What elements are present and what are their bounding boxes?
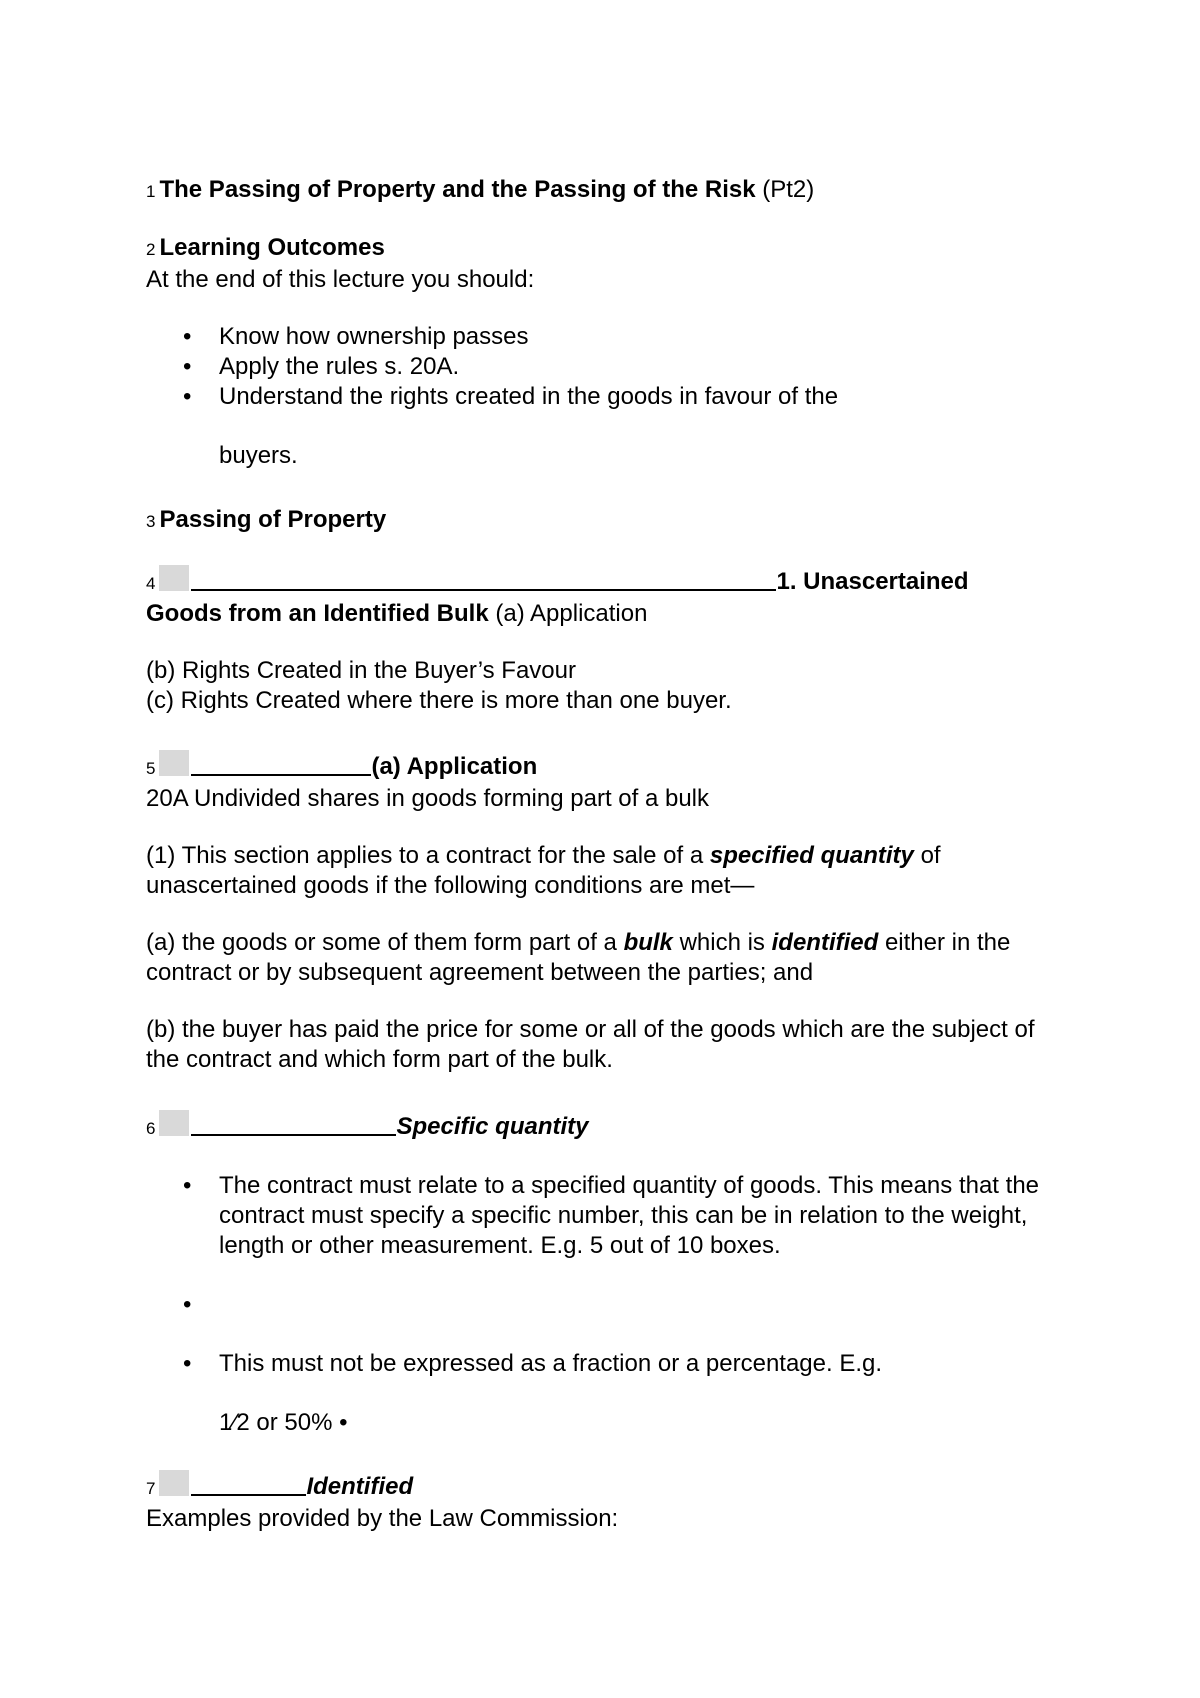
heading-underline <box>191 756 371 776</box>
text-run: (1) This section applies to a contract for the sale of a <box>146 842 710 869</box>
section-number: 5 <box>146 759 156 778</box>
section-number: 3 <box>146 512 156 531</box>
section-4 <box>146 565 1050 716</box>
text-line: Examples provided by the Law Commission: <box>146 1505 619 1532</box>
section-heading: Identified <box>306 1473 414 1500</box>
outcomes-list <box>146 322 1050 412</box>
section-number: 7 <box>146 1479 156 1498</box>
section-heading: 1. Unascertained <box>776 568 969 595</box>
statute-title: 20A Undivided shares in goods forming part of a bulk <box>146 785 710 812</box>
heading-underline <box>191 1476 306 1496</box>
document-title: The Passing of Property and the Passing of the Risk <box>159 176 756 203</box>
list-item: • The contract must relate to a specified quantity of goods. This means that the contract must specify a specific number, this can be in relation to the weight, length or other measurement. E.g. 5 out of 10 boxes. <box>146 1171 1050 1261</box>
title-suffix: (Pt2) <box>755 176 815 203</box>
list-item: • Know how ownership passes <box>146 322 1050 352</box>
text-run: (a) the goods or some of them form part of a <box>146 929 624 956</box>
section-heading: Learning Outcomes <box>159 234 385 261</box>
section-heading: (a) Application <box>371 753 538 780</box>
section-5 <box>146 750 1050 1075</box>
list-item-empty <box>146 1290 1050 1320</box>
section-heading: Passing of Property <box>159 506 387 533</box>
slide-thumbnail <box>159 1470 189 1496</box>
text-run: of unascertained goods if the following conditions are met— <box>146 842 941 899</box>
section-number: 4 <box>146 574 156 593</box>
heading-tail: (a) Application <box>488 600 648 627</box>
section-3 <box>146 505 1050 537</box>
section-6 <box>146 1110 1050 1438</box>
section-heading-cont: Goods from an Identified Bulk <box>146 600 489 627</box>
list-item: • Apply the rules s. 20A. <box>146 352 1050 382</box>
intro-text: At the end of this lecture you should: <box>146 266 535 293</box>
list-item: • This must not be expressed as a fraction or a percentage. E.g. <box>146 1349 1050 1379</box>
emphasis: identified <box>771 929 879 956</box>
quantity-list <box>146 1171 1050 1379</box>
list-continuation: 1⁄2 or 50% • <box>219 1409 348 1436</box>
emphasis: specified quantity <box>709 842 914 869</box>
heading-underline <box>191 571 776 591</box>
slide-thumbnail <box>159 565 189 591</box>
text-run: either in the contract or by subsequent agreement between the parties; and <box>146 929 1011 986</box>
text-line: (b) Rights Created in the Buyer’s Favour <box>146 657 576 684</box>
slide-thumbnail <box>159 1110 189 1136</box>
paragraph <box>146 841 1050 901</box>
paragraph: (b) the buyer has paid the price for some or all of the goods which are the subject of the contract and which form part of the bulk. <box>146 1016 1035 1073</box>
text-line: (c) Rights Created where there is more than one buyer. <box>146 687 732 714</box>
section-number: 2 <box>146 240 156 259</box>
list-continuation: buyers. <box>219 442 298 469</box>
section-number: 6 <box>146 1119 156 1138</box>
emphasis: bulk <box>623 929 673 956</box>
section-1 <box>146 175 1050 207</box>
text-run: which is <box>672 929 772 956</box>
heading-underline <box>191 1116 396 1136</box>
paragraph <box>146 928 1050 988</box>
section-7 <box>146 1470 1050 1534</box>
section-2 <box>146 233 1050 471</box>
section-number: 1 <box>146 182 156 201</box>
section-heading: Specific quantity <box>396 1113 589 1140</box>
slide-thumbnail <box>159 750 189 776</box>
list-item: • Understand the rights created in the goods in favour of the <box>146 382 1050 412</box>
